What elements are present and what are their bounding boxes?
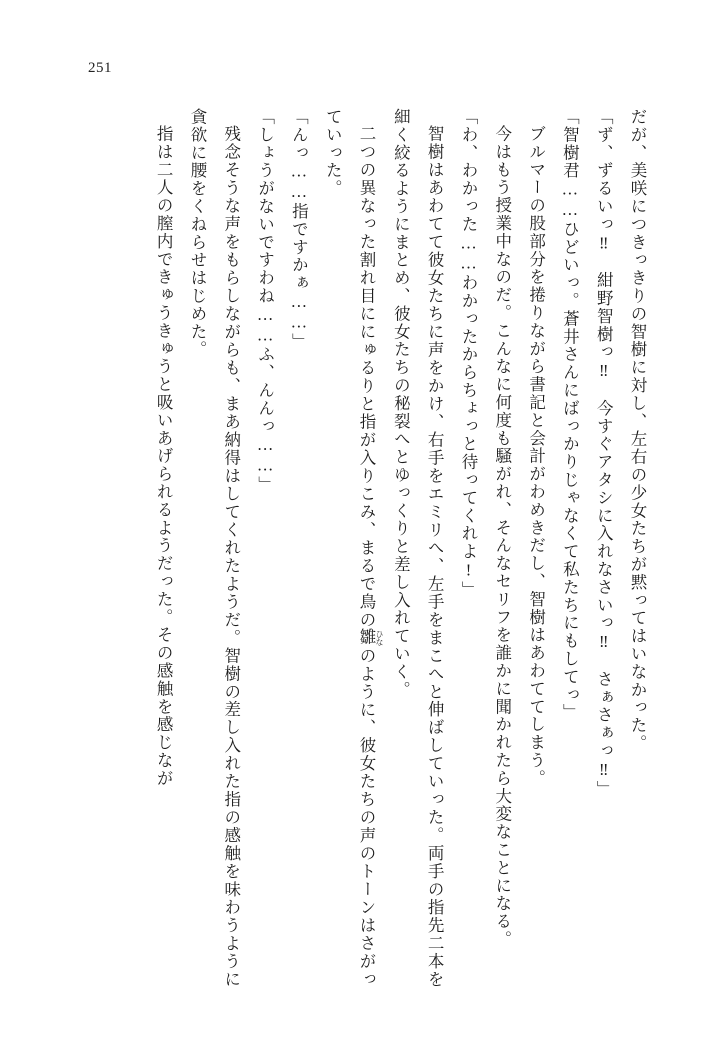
paragraph: 「しょうがないですわね……ふ、んんっ……」 bbox=[255, 108, 275, 494]
paragraph: 今はもう授業中なのだ。こんなに何度も騒がれ、そんなセリフを誰かに聞かれたら大変なことになる。 bbox=[492, 124, 512, 948]
page-body-text bbox=[54, 108, 654, 988]
ruby-base: 雛 bbox=[357, 628, 376, 647]
paragraph-with-ruby bbox=[315, 108, 383, 988]
paragraph-text-after-ruby: のように、彼女たちの声のトーンはさがっていった。 bbox=[323, 108, 376, 989]
paragraph: 指は二人の膣内できゅうきゅうと吸いあげられるようだった。その感触を感じなが bbox=[154, 124, 174, 787]
paragraph: 残念そうな声をもらしながらも、まあ納得はしてくれたようだ。智樹の差し入れた指の感触を味わうように貪欲に腰をくねらせはじめた。 bbox=[187, 108, 241, 988]
paragraph-text-before-ruby: 二つの異なった割れ目ににゅるりと指が入りこみ、まるで鳥の bbox=[357, 124, 376, 629]
paragraph: 智樹はあわてて彼女たちに声をかけ、右手をエミリへ、左手をまこへと伸ばしていった。両手の指先二本を細く絞るようにまとめ、彼女たちの秘裂へとゆっくりと差し入れていく。 bbox=[391, 108, 445, 988]
paragraph: 「智樹君……ひどいっ。蒼井さんにばっかりじゃなくて私たちにもしてっ」 bbox=[560, 108, 580, 722]
paragraph: 「んっ……指ですかぁ……」 bbox=[289, 108, 309, 351]
ruby-reading: ひな bbox=[375, 628, 384, 647]
paragraph: ブルマーの股部分を捲りながら書記と会計がわめきだし、智樹はあわててしまう。 bbox=[526, 124, 546, 787]
paragraph: 「わ、わかった……わかったからちょっと待ってくれよ!」 bbox=[458, 108, 478, 599]
ruby-annotation bbox=[357, 628, 384, 647]
paragraph: だが、美咲につきっきりの智樹に対し、左右の少女たちが黙ってはいなかった。 bbox=[628, 108, 647, 753]
page-number: 251 bbox=[88, 60, 112, 76]
paragraph: 「ず、ずるいっ‼ 紺野智樹っ‼ 今すぐアタシに入れなさいっ‼ さぁさぁっ‼」 bbox=[594, 108, 614, 799]
